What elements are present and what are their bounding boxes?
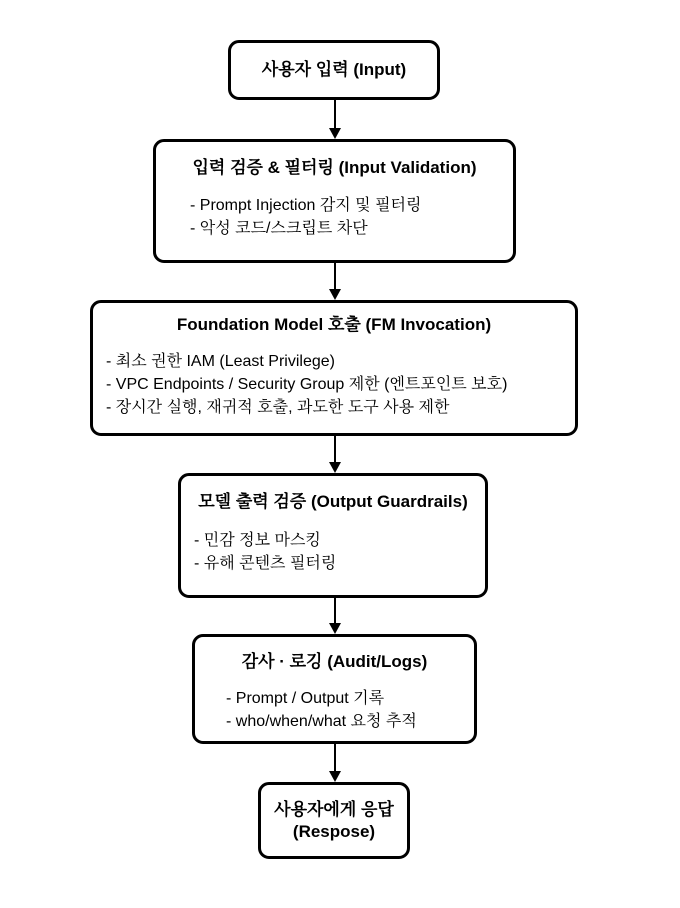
- arrow-head: [329, 289, 341, 300]
- arrow-head: [329, 462, 341, 473]
- arrow-head: [329, 623, 341, 634]
- node-fm-invocation: [90, 300, 578, 436]
- arrow-down-icon: [328, 598, 341, 634]
- node-output-guardrails-title: 모델 출력 검증 (Output Guardrails): [198, 492, 468, 511]
- node-input-validation-title: 입력 검증 & 필터링 (Input Validation): [192, 158, 477, 177]
- bullet-line: - who/when/what 요청 추적: [226, 713, 417, 730]
- node-input-validation: [153, 139, 516, 263]
- arrow-shaft: [334, 744, 336, 771]
- arrow-shaft: [334, 100, 336, 128]
- node-input-validation-bullets: [156, 194, 513, 240]
- bullet-line: - 장시간 실행, 재귀적 호출, 과도한 도구 사용 제한: [106, 399, 450, 416]
- node-response-title: 사용자에게 응답: [274, 799, 394, 819]
- node-audit-logs-title: 감사 · 로깅 (Audit/Logs): [241, 652, 428, 671]
- node-response-subtitle: (Respose): [292, 821, 376, 841]
- bullet-line: - Prompt / Output 기록: [226, 690, 385, 707]
- node-output-guardrails: [178, 473, 488, 598]
- bullet-line: - 악성 코드/스크립트 차단: [190, 220, 368, 237]
- node-audit-logs-bullets: [195, 687, 474, 733]
- bullet-line: - 유해 콘텐츠 필터링: [194, 555, 337, 572]
- bullet-line: - 민감 정보 마스킹: [194, 532, 321, 549]
- node-fm-invocation-bullets: [93, 350, 575, 419]
- bullet-line: - VPC Endpoints / Security Group 제한 (엔트포인트 보호): [106, 376, 508, 393]
- node-audit-logs: [192, 634, 477, 744]
- arrow-down-icon: [328, 100, 341, 139]
- arrow-down-icon: [328, 744, 341, 782]
- bullet-line: - 최소 권한 IAM (Least Privilege): [106, 353, 335, 370]
- node-fm-invocation-title: Foundation Model 호출 (FM Invocation): [176, 315, 492, 334]
- node-response: [258, 782, 410, 859]
- node-user-input-title: 사용자 입력 (Input): [261, 60, 407, 79]
- node-user-input: [228, 40, 440, 100]
- bullet-line: - Prompt Injection 감지 및 필터링: [190, 197, 422, 214]
- arrow-shaft: [334, 263, 336, 289]
- arrow-down-icon: [328, 436, 341, 473]
- arrow-head: [329, 128, 341, 139]
- arrow-shaft: [334, 598, 336, 623]
- node-output-guardrails-bullets: [181, 529, 485, 575]
- arrow-down-icon: [328, 263, 341, 300]
- arrow-head: [329, 771, 341, 782]
- arrow-shaft: [334, 436, 336, 462]
